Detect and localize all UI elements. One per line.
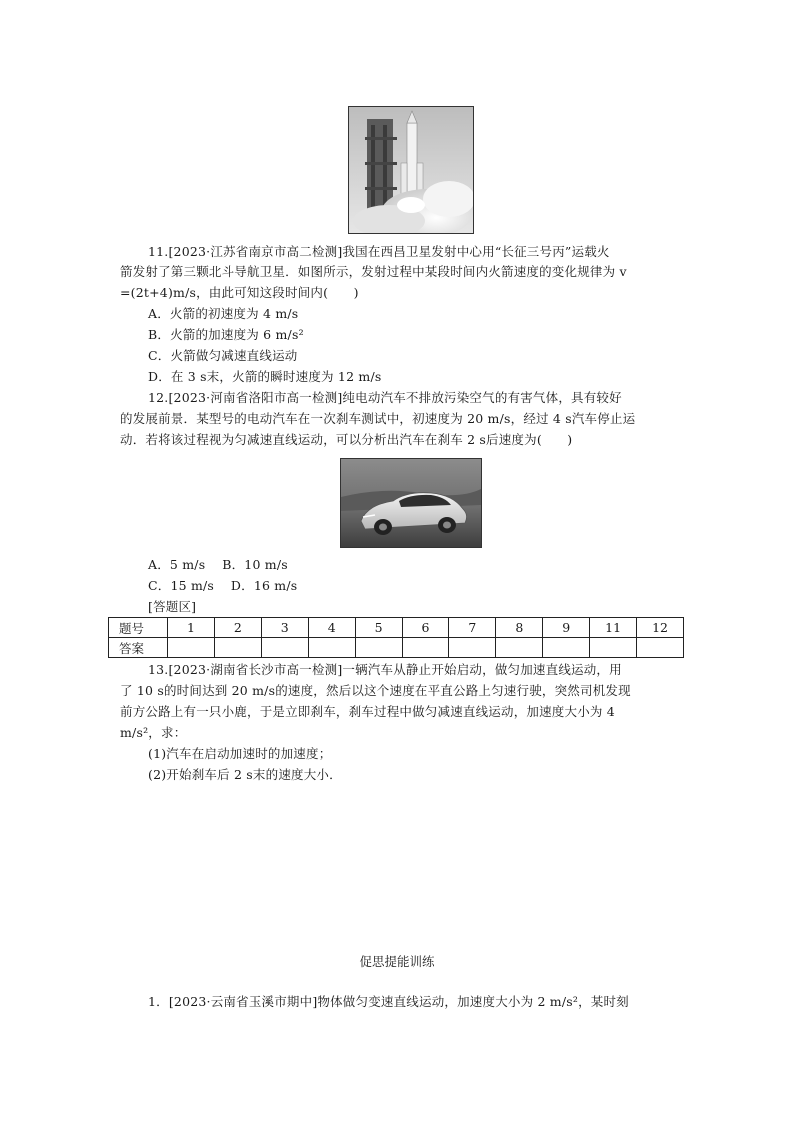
row-header-answer: 答案	[109, 638, 168, 658]
answer-cell[interactable]	[543, 638, 590, 658]
question-number: 9	[543, 618, 590, 638]
question-number: 11	[590, 618, 637, 638]
answer-table-number-row	[109, 618, 684, 638]
question-number: 5	[355, 618, 402, 638]
q11-line-2: 箭发射了第三颗北斗导航卫星．如图所示，发射过程中某段时间内火箭速度的变化规律为 v	[120, 264, 627, 279]
q12-line-2: 的发展前景．某型号的电动汽车在一次刹车测试中，初速度为 20 m/s，经过 4 s汽车停止运	[120, 411, 636, 426]
answer-cell[interactable]	[637, 638, 684, 658]
q11-line-1: 11.[2023·江苏省南京市高二检测]我国在西昌卫星发射中心用“长征三号丙”运载火	[148, 244, 610, 259]
section-title: 促思提能训练	[359, 954, 435, 969]
q13-line-4: m/s²，求：	[120, 725, 187, 740]
q13-line-2: 了 10 s的时间达到 20 m/s的速度，然后以这个速度在平直公路上匀速行驶，突然司机发现	[120, 683, 631, 698]
q12-line-1: 12.[2023·河南省洛阳市高一检测]纯电动汽车不排放污染空气的有害气体，具有较好	[148, 390, 622, 405]
q11-option-a: A．火箭的初速度为 4 m/s	[148, 306, 299, 321]
answer-table-answer-row	[109, 638, 684, 658]
answer-cell[interactable]	[449, 638, 496, 658]
q13-line-1: 13.[2023·湖南省长沙市高一检测]一辆汽车从静止开始启动，做匀加速直线运动，用	[148, 662, 622, 677]
q11-line-3: =(2t+4)m/s，由此可知这段时间内( )	[120, 285, 359, 300]
answer-cell[interactable]	[308, 638, 355, 658]
answer-cell[interactable]	[402, 638, 449, 658]
answer-cell[interactable]	[168, 638, 215, 658]
q13-sub-question-1: (1)汽车在启动加速时的加速度；	[148, 746, 332, 761]
q12-line-3: 动．若将该过程视为匀减速直线运动，可以分析出汽车在刹车 2 s后速度为( )	[120, 432, 573, 447]
answer-table	[108, 617, 684, 658]
question-number: 4	[308, 618, 355, 638]
q13-line-3: 前方公路上有一只小鹿，于是立即刹车，刹车过程中做匀减速直线运动，加速度大小为 4	[120, 704, 615, 719]
q11-option-c: C．火箭做匀减速直线运动	[148, 348, 298, 363]
answer-area-label: [答题区]	[148, 599, 197, 614]
section-q1-line-1: 1．[2023·云南省玉溪市期中]物体做匀变速直线运动，加速度大小为 2 m/s²，某时刻	[148, 994, 629, 1009]
question-number: 7	[449, 618, 496, 638]
question-number: 12	[637, 618, 684, 638]
row-header-number: 题号	[109, 618, 168, 638]
rocket-launch-illustration	[349, 107, 473, 233]
q12-options-cd: C．15 m/s D．16 m/s	[148, 578, 298, 593]
question-number: 8	[496, 618, 543, 638]
answer-cell[interactable]	[214, 638, 261, 658]
question-number: 3	[261, 618, 308, 638]
answer-cell[interactable]	[355, 638, 402, 658]
answer-cell[interactable]	[590, 638, 637, 658]
q13-sub-question-2: (2)开始刹车后 2 s末的速度大小．	[148, 767, 342, 782]
question-number: 2	[214, 618, 261, 638]
answer-cell[interactable]	[261, 638, 308, 658]
electric-car-image	[340, 458, 482, 548]
q12-options-ab: A．5 m/s B．10 m/s	[148, 557, 288, 572]
electric-car-illustration	[341, 459, 481, 547]
q11-option-b: B．火箭的加速度为 6 m/s²	[148, 327, 304, 342]
answer-cell[interactable]	[496, 638, 543, 658]
rocket-launch-image	[348, 106, 474, 234]
q11-option-d: D．在 3 s末，火箭的瞬时速度为 12 m/s	[148, 369, 382, 384]
question-number: 6	[402, 618, 449, 638]
question-number: 1	[168, 618, 215, 638]
